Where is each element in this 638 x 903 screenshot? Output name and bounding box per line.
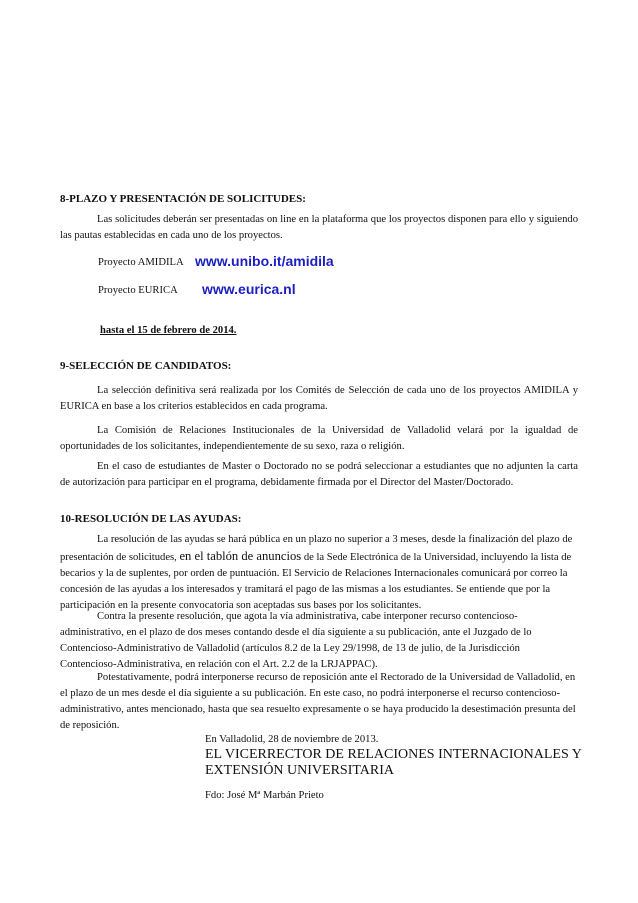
signature-place-date: En Valladolid, 28 de noviembre de 2013.	[205, 734, 379, 745]
section-10-paragraph-2: Contra la presente resolución, que agota la vía administrativa, cabe interponer recurso contencioso-administrativo, en el plazo de dos meses contando desde el día siguiente a su publicación, ante el Juzgado de lo Contencioso-Administrativo de Valladolid (artículos 8.2 de la Ley 29/1998, de 13 de julio, de la Jurisdicción Contencioso-Administrativa, en relación con el Art. 2.2 de la LRJAPPAC).	[60, 611, 532, 670]
signature-title-line-1: EL VICERRECTOR DE RELACIONES INTERNACIONALES Y	[205, 747, 582, 762]
signature-block	[205, 733, 585, 803]
project-amidila-link[interactable]: www.unibo.it/amidila	[195, 253, 334, 269]
signature-signed-by: Fdo: José Mª Marbán Prieto	[205, 790, 324, 801]
signature-title-line-2: EXTENSIÓN UNIVERSITARIA	[205, 763, 395, 778]
section-9-paragraph-2: La Comisión de Relaciones Institucionales de la Universidad de Valladolid velará por la igualdad de oportunidades de los solicitantes, independientemente de su sexo, raza o religión.	[60, 425, 578, 452]
section-9-heading: 9-SELECCIÓN DE CANDIDATOS:	[60, 360, 232, 372]
project-eurica-link[interactable]: www.eurica.nl	[202, 281, 296, 297]
section-10-heading: 10-RESOLUCIÓN DE LAS AYUDAS:	[60, 513, 242, 525]
section-8-heading: 8-PLAZO Y PRESENTACIÓN DE SOLICITUDES:	[60, 193, 306, 205]
section-10-p1-part-a: La resolución de las ayudas se hará pública en un plazo no superior a 3 meses, desde la finalización del plazo de presentación de solicitudes,	[60, 534, 573, 563]
notice-board-text: en el tablón de anuncios	[179, 549, 302, 563]
section-10-paragraph-1	[60, 532, 578, 614]
section-9-paragraph-3: En el caso de estudiantes de Master o Doctorado no se podrá seleccionar a estudiantes que no adjunten la carta de autorización para participar en el programa, debidamente firmada por el Director del Master/Doctorado.	[60, 461, 578, 488]
section-9-paragraph-1: La selección definitiva será realizada por los Comités de Selección de cada uno de los proyectos AMIDILA y EURICA en base a los criterios establecidos en cada programa.	[60, 385, 578, 412]
project-eurica-label: Proyecto EURICA	[98, 285, 178, 296]
deadline-text: hasta el 15 de febrero de 2014.	[100, 325, 237, 336]
project-amidila-label: Proyecto AMIDILA	[98, 257, 184, 268]
section-10-paragraph-3: Potestativamente, podrá interponerse recurso de reposición ante el Rectorado de la Universidad de Valladolid, en el plazo de un mes desde el día siguiente a su publicación. En este caso, no podrá interponerse el recurso contencioso-administrativo, antes mencionado, hasta que sea resuelto expresamente o se haya producido la desestimación presunta del de reposición.	[60, 672, 576, 731]
section-8-paragraph-1: Las solicitudes deberán ser presentadas on line en la plataforma que los proyectos disponen para ello y siguiendo las pautas establecidas en cada uno de los proyectos.	[60, 214, 578, 241]
section-10-p1-part-c: de la Sede Electrónica de la Universidad, incluyendo la lista de becarios y la de suplentes, por orden de puntuación. El Servicio de Relaciones Internacionales comunicará por correo la concesión de las ayudas a los interesados y tramitará el pago de las mismas a los estudiantes. Se entiende que por la participación en la presente convocatoria son aceptadas sus bases por los solicitantes.	[60, 552, 572, 611]
